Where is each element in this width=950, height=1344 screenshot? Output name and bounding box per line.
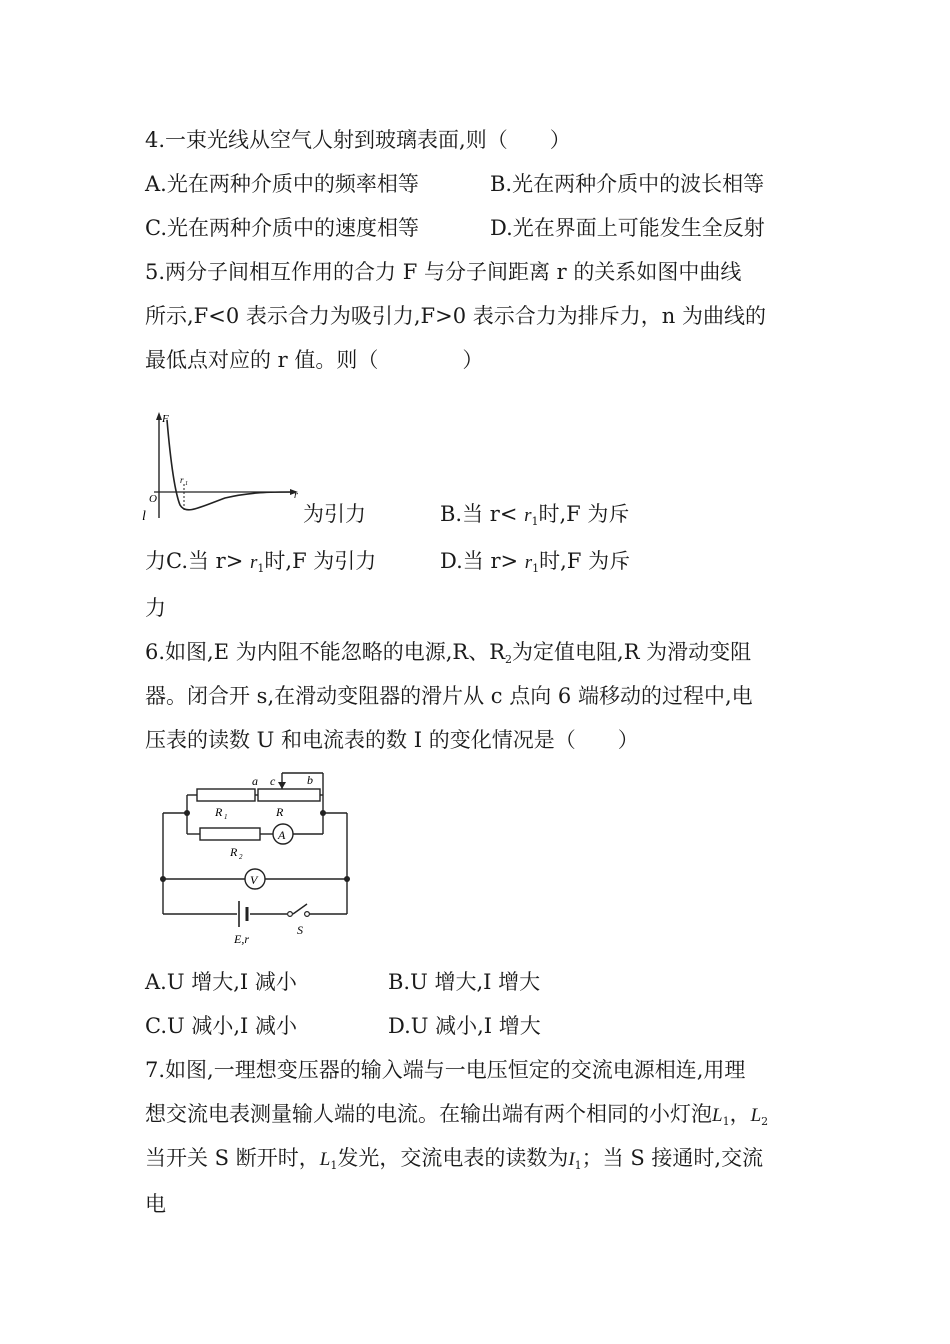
- r-axis-label: r: [294, 490, 298, 501]
- q6-option-a: A.U 增大,I 减小: [145, 970, 297, 994]
- q4-option-c: C.光在两种介质中的速度相等: [145, 216, 419, 240]
- force-distance-graph: [140, 410, 305, 525]
- r1-sub-label: 1: [224, 813, 228, 821]
- q4-option-a: A.光在两种介质中的频率相等: [145, 172, 419, 196]
- q7-stem-line1: 7.如图,一理想变压器的输入端与一电压恒定的交流电源相连,用理: [145, 1058, 746, 1082]
- circuit-diagram: [155, 768, 360, 948]
- terminal-b-label: b: [307, 773, 313, 787]
- q5-option-a-tail: 为引力: [303, 502, 366, 526]
- q6-stem-line2: 器。闭合开 s,在滑动变阻器的滑片从 c 点向 6 端移动的过程中,电: [145, 684, 753, 708]
- q5-option-b: B.当 $r< r_1$时,F 为斥: [440, 502, 630, 528]
- r1-label: R: [215, 805, 223, 819]
- clipped-option-letter: l: [142, 509, 146, 524]
- q5-option-d: D.当 $r> r_1$时,F 为斥: [440, 549, 631, 575]
- q5-option-d-continued: 力: [145, 596, 166, 620]
- q6-stem-line1: 6.如图,E 为内阻不能忽略的电源,R、$R_2$为定值电阻,R 为滑动变阻: [145, 640, 752, 666]
- terminal-c-label: c: [270, 774, 276, 788]
- q4-stem: 4.一束光线从空气人射到玻璃表面,则（ ）: [145, 128, 571, 152]
- switch-label: S: [297, 923, 303, 937]
- q6-stem-line3: 压表的读数 U 和电流表的数 I 的变化情况是（ ）: [145, 728, 639, 752]
- q5-stem-line1: 5.两分子间相互作用的合力 F 与分子间距离 r 的关系如图中曲线: [145, 260, 742, 284]
- q6-option-b: B.U 增大,I 增大: [388, 970, 541, 994]
- q6-option-c: C.U 减小,I 减小: [145, 1014, 298, 1038]
- q7-stem-line3: 当开关 S 断开时，$L_1$发光，交流电表的读数为$I_1$；当 S 接通时,交流: [145, 1146, 764, 1172]
- origin-label: O: [149, 493, 157, 505]
- f-axis-label: F: [162, 413, 169, 425]
- ammeter-icon: A: [278, 828, 286, 842]
- q5-option-c: 力C.当 $r> r_1$时,F 为引力: [145, 549, 377, 575]
- q7-stem-line4: 电: [145, 1192, 166, 1216]
- q5-stem-line3: 最低点对应的 r 值。则（ ）: [145, 348, 484, 372]
- r-label: R: [276, 805, 284, 819]
- voltmeter-icon: V: [250, 873, 258, 887]
- q5-stem-line2: 所示,F<0 表示合力为吸引力,F>0 表示合力为排斥力，n 为曲线的: [145, 304, 766, 328]
- r2-sub-label: 2: [239, 853, 243, 861]
- r1-marker-sub: 1: [185, 481, 188, 487]
- source-label: E,r: [234, 932, 249, 946]
- terminal-a-label: a: [252, 774, 258, 788]
- r1-marker-label: r: [180, 475, 184, 485]
- q4-option-b: B.光在两种介质中的波长相等: [490, 172, 765, 196]
- q7-stem-line2: 想交流电表测量输人端的电流。在输出端有两个相同的小灯泡$L_1$，$L_2$: [145, 1102, 769, 1128]
- r2-label: R: [230, 845, 238, 859]
- q4-option-d: D.光在界面上可能发生全反射: [490, 216, 765, 240]
- q6-option-d: D.U 减小,I 增大: [388, 1014, 541, 1038]
